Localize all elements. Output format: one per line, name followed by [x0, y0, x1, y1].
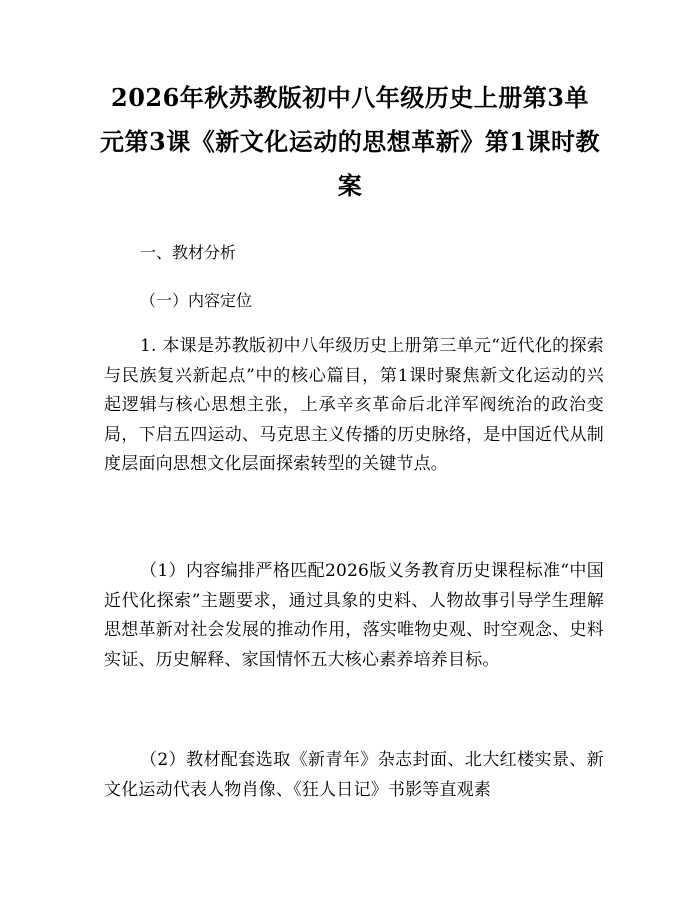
paragraph-3: （2）教材配套选取《新青年》杂志封面、北大红楼实景、新文化运动代表人物肖像、《狂人日记》书影等直观素: [104, 750, 604, 800]
paragraph-2: （1）内容编排严格匹配2026版义务教育历史课程标准“中国近代化探索”主题要求，通过具象的史料、人物故事引导学生理解思想革新对社会发展的推动作用，落实唯物史观、时空观念、史料实证、历史解释、家国情怀五大核心素养培养目标。: [104, 561, 604, 670]
document-title: 2026年秋苏教版初中八年级历史上册第3单元第3课《新文化运动的思想革新》第1课时教案: [100, 83, 600, 200]
subsection-heading: （一）内容定位: [140, 291, 253, 310]
paragraph-1: 1. 本课是苏教版初中八年级历史上册第三单元“近代化的探索与民族复兴新起点”中的核心篇目，第1课时聚焦新文化运动的兴起逻辑与核心思想主张，上承辛亥革命后北洋军阀统治的政治变局，下启五四运动、马克思主义传播的历史脉络，是中国近代从制度层面向思想文化层面探索转型的关键节点。: [104, 336, 604, 474]
section-heading: 一、教材分析: [140, 243, 237, 262]
